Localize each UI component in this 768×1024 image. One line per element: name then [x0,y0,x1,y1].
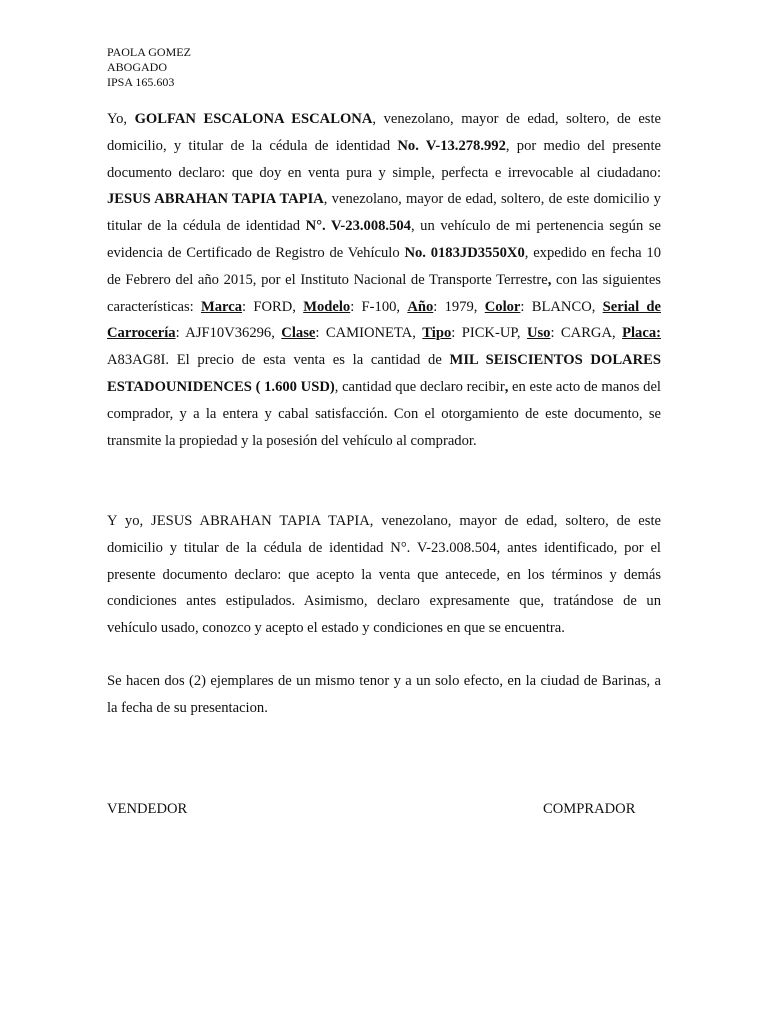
lawyer-title: ABOGADO [107,60,167,74]
year-label: Año [407,298,434,315]
use-label: Uso [526,325,551,342]
plate-label: Placa: [622,325,661,342]
sale-declaration-paragraph: Yo, GOLFAN ESCALONA ESCALONA, venezolano, mayor de edad, soltero, de este domicilio, y titular de la cédula de identidad No. V-13.278.992, por medio del presente documento declaro: que doy en venta pura y simple, perfecta e irrevocable al ciudadano: JESUS ABRAHAN TAPIA TAPIA, venezolano, mayor de edad, soltero, de este domicilio y titular de la cédula de identidad N°. V-23.008.504, un vehículo de mi pertenencia según se evidencia de Certificado de Registro de Vehículo No. 0183JD3550X0, expedido en fecha 10 de Febrero del año 2015, por el Instituto Nacional de Transporte Terrestre, con las siguientes características: Marca: FORD, Modelo: F-100, Año: 1979, Color: BLANCO, Serial de Carrocería: AJF10V36296, Clase: CAMIONETA, Tipo: PICK-UP, Uso: CARGA, Placa: A83AG8I. El precio de esta venta es la cantidad de MIL SEISCIENTOS DOLARES ESTADOUNIDENCES ( 1.600 USD), cantidad que declaro recibir, en este acto de manos del comprador, y a la entera y cabal satisfacción. Con el otorgamiento de este documento, se transmite la propiedad y la posesión del vehículo al comprador. [107,111,662,449]
sale-price: MIL SEISCIENTOS DOLARES ESTADOUNIDENCES ( 1.600 USD) [107,352,661,395]
color-label: Color [484,298,521,315]
buyer-signature-label: COMPRADOR [543,801,636,817]
lawyer-name: PAOLA GOMEZ [107,45,191,59]
model-label: Modelo [303,298,351,315]
certificate-number: No. 0183JD3550X0 [404,244,525,261]
buyer-id-number: N°. V-23.008.504 [305,218,411,235]
seller-signature-label: VENDEDOR [107,801,188,817]
seller-name: GOLFAN ESCALONA ESCALONA [134,111,373,127]
type-label: Tipo [422,325,452,342]
serial-label: Serial de Carrocería [107,298,661,342]
buyer-acceptance-paragraph: Y yo, JESUS ABRAHAN TAPIA TAPIA, venezolano, mayor de edad, soltero, de este domicilio y titular de la cédula de identidad N°. V-23.008.504, antes identificado, por el presente documento declaro: que acepto la venta que antecede, en los términos y demás condiciones antes estipulados. Asimismo, declaro expresamente que, tratándose de un vehículo usado, conozco y acepto el estado y condiciones en que se encuentra. [107,513,661,637]
seller-id-number: No. V-13.278.992 [397,137,506,154]
buyer-name: JESUS ABRAHAN TAPIA TAPIA [107,191,324,208]
brand-label: Marca [200,298,243,315]
class-label: Clase [281,325,316,342]
copies-paragraph: Se hacen dos (2) ejemplares de un mismo tenor y a un solo efecto, en la ciudad de Barinas, a la fecha de su presentacion. [107,673,661,716]
lawyer-ipsa-number: IPSA 165.603 [107,75,175,89]
letterhead [107,45,191,90]
